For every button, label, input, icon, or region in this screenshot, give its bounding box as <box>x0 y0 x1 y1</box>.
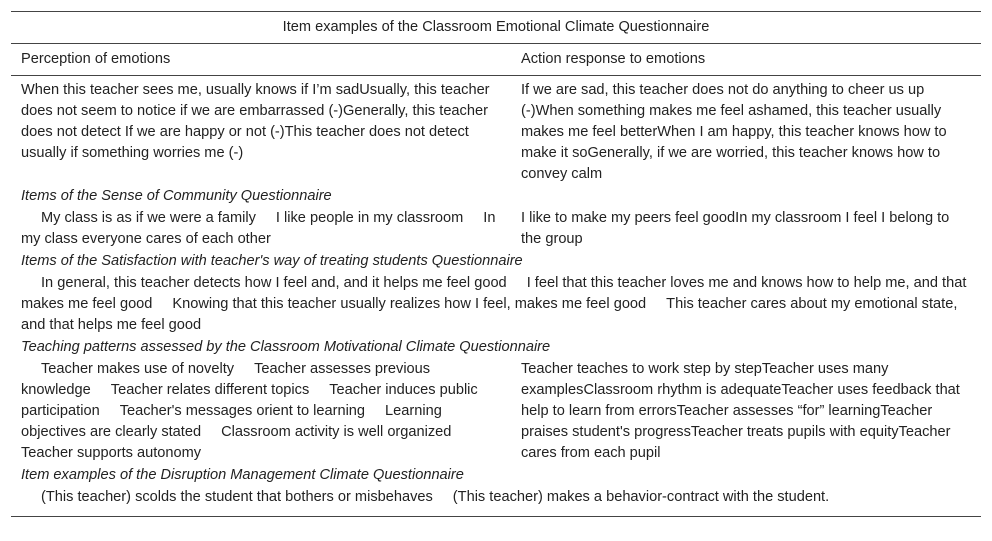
table-row <box>11 273 981 336</box>
satisfaction-cell <box>11 273 981 336</box>
motivational-item: Teacher makes use of novelty <box>41 361 235 377</box>
satisfaction-item: In general, this teacher detects how I feel and, and it helps me feel good <box>41 275 507 291</box>
cece-action-cell: If we are sad, this teacher does not do anything to cheer us up (-)When something makes me feel ashamed, this teacher usually makes me feel betterWhen I am happy, this teacher knows how to make it soGenerally, if we are worried, this teacher knows how to convey calm <box>521 82 947 182</box>
motivational-left-cell <box>11 359 511 464</box>
motivational-item: Teacher induces public participation <box>21 382 478 419</box>
satisfaction-heading: Items of the Satisfaction with teacher's way of treating students Questionnaire <box>21 253 523 269</box>
community-right-cell: I like to make my peers feel goodIn my classroom I feel I belong to the group <box>521 210 950 247</box>
disruption-heading: Item examples of the Disruption Management Climate Questionnaire <box>21 467 464 483</box>
community-heading: Items of the Sense of Community Questionnaire <box>21 188 332 204</box>
table-row <box>11 359 981 464</box>
community-left-cell <box>11 208 511 250</box>
section-heading-row <box>11 250 981 273</box>
satisfaction-item: This teacher cares about my emotional state, and that helps me feel good <box>21 296 958 333</box>
motivational-item: Classroom activity is well organized <box>221 424 452 440</box>
table-row <box>11 487 981 517</box>
cece-perception-cell: When this teacher sees me, usually knows if I’m sadUsually, this teacher does not seem to notice if we are embarrassed (-)Generally, this teacher does not detect If we are happy or not (-)This teacher does not detect usually if something worries me (-) <box>21 82 490 161</box>
column-header-action: Action response to emotions <box>511 44 981 76</box>
questionnaire-table <box>11 11 981 517</box>
table-title-row <box>11 12 981 44</box>
table-row <box>11 208 981 250</box>
disruption-item: (This teacher) makes a behavior-contract with the student. <box>452 489 830 505</box>
column-header-perception: Perception of emotions <box>11 44 511 76</box>
section-heading-row <box>11 336 981 359</box>
table-row <box>11 76 981 186</box>
community-item: I like people in my classroom <box>275 210 464 226</box>
motivational-item: Teacher's messages orient to learning <box>119 403 366 419</box>
disruption-item: (This teacher) scolds the student that bothers or misbehaves <box>41 489 433 505</box>
section-heading-row <box>11 185 981 208</box>
motivational-item: Learning objectives are clearly stated <box>21 403 442 440</box>
column-header-row <box>11 44 981 76</box>
community-item: My class is as if we were a family <box>41 210 256 226</box>
motivational-heading: Teaching patterns assessed by the Classroom Motivational Climate Questionnaire <box>21 339 551 355</box>
section-heading-row <box>11 464 981 487</box>
satisfaction-item: I feel that this teacher loves me and knows how to help me, and that makes me feel good <box>21 275 967 312</box>
motivational-item: Teacher assesses previous knowledge <box>21 361 431 398</box>
satisfaction-item: Knowing that this teacher usually realizes how I feel, makes me feel good <box>172 296 647 312</box>
disruption-cell <box>11 487 981 517</box>
community-item: In my class everyone cares of each other <box>21 210 496 247</box>
motivational-right-cell: Teacher teaches to work step by stepTeacher uses many examplesClassroom rhythm is adequateTeacher uses feedback that help to learn from errorsTeacher assesses “for” learningTeacher praises student's progressTeacher treats pupils with equityTeacher cares from each pupil <box>521 361 960 461</box>
motivational-item: Teacher relates different topics <box>110 382 310 398</box>
table-title: Item examples of the Classroom Emotional Climate Questionnaire <box>11 12 981 44</box>
motivational-item: Teacher supports autonomy <box>21 445 202 461</box>
